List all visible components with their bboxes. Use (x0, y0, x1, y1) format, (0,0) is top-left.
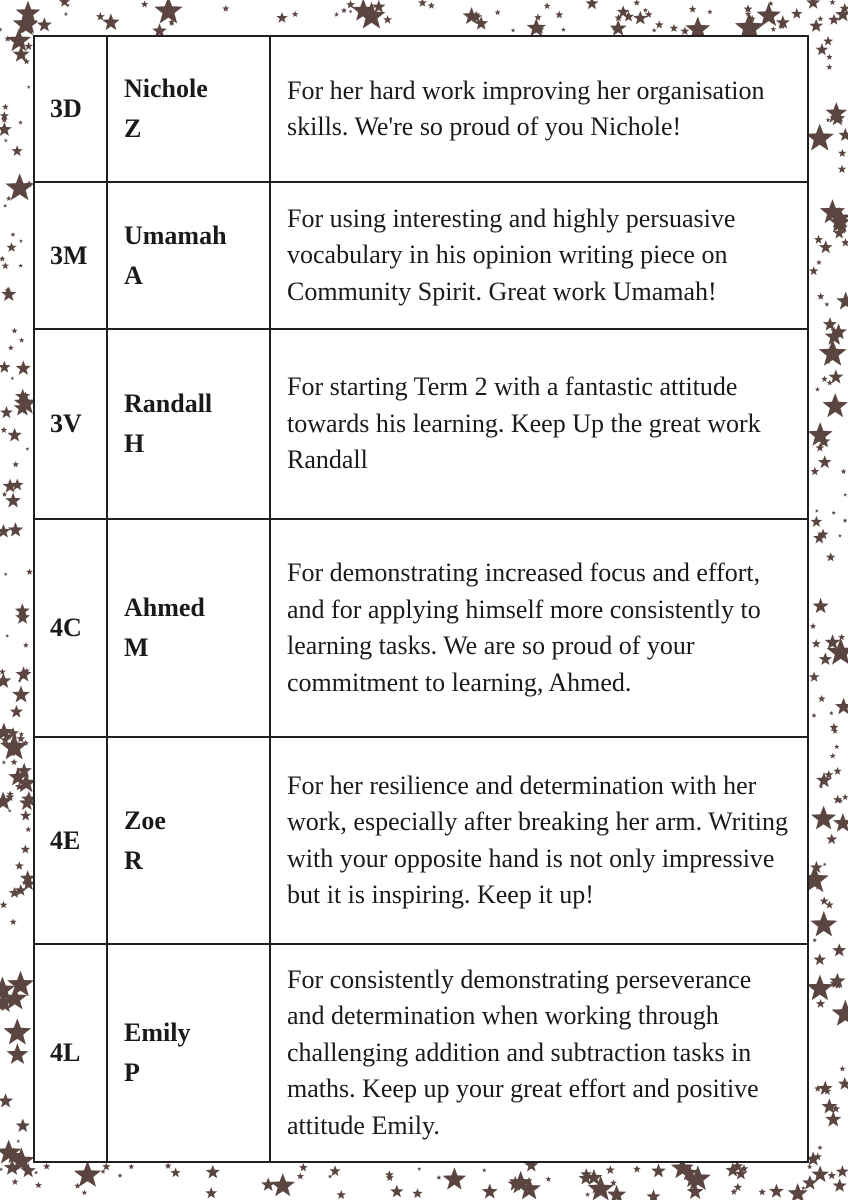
star-icon (836, 1165, 848, 1177)
star-icon (670, 24, 679, 32)
star-icon (4, 572, 8, 576)
star-icon (12, 686, 30, 703)
star-icon (814, 1085, 821, 1092)
star-icon (43, 1163, 50, 1170)
star-icon (0, 524, 11, 538)
star-icon (832, 1000, 848, 1026)
star-icon (96, 12, 105, 21)
star-icon (26, 568, 33, 575)
student-last-initial: M (124, 633, 149, 662)
star-icon (12, 1178, 19, 1185)
star-icon (646, 1189, 660, 1200)
award-reason-cell: For her hard work improving her organisation skills. We're so proud of you Nichole! (270, 36, 808, 182)
star-icon (585, 1192, 590, 1197)
star-icon (10, 376, 14, 380)
class-cell: 4L (34, 944, 107, 1162)
star-icon (141, 0, 149, 7)
star-icon (10, 232, 15, 237)
star-icon (829, 711, 834, 715)
star-icon (832, 511, 836, 515)
award-reason-cell: For using interesting and highly persuasive vocabulary in his opinion writing piece on Community Spirit. Great work Umamah! (270, 182, 808, 329)
class-cell: 3D (34, 36, 107, 182)
star-icon (8, 345, 14, 351)
star-icon (806, 975, 833, 1001)
star-icon (819, 652, 832, 665)
star-icon (18, 120, 23, 125)
star-icon (555, 11, 563, 19)
star-icon (443, 1167, 467, 1189)
star-icon (7, 971, 34, 997)
star-icon (25, 826, 31, 832)
star-icon (341, 7, 347, 13)
star-icon (769, 1184, 784, 1198)
star-icon (816, 43, 829, 55)
star-icon (707, 9, 713, 14)
student-first-name: Zoe (124, 805, 166, 835)
star-icon (10, 919, 17, 926)
star-icon (806, 0, 820, 9)
star-icon (561, 27, 566, 32)
star-icon (811, 516, 823, 527)
star-icon (633, 0, 640, 6)
star-icon (816, 260, 822, 266)
student-first-name: Randall (124, 389, 213, 418)
star-icon (832, 943, 846, 956)
star-icon (102, 13, 120, 30)
star-icon (843, 493, 847, 497)
star-icon (5, 173, 34, 200)
star-icon (652, 28, 657, 33)
star-icon (154, 0, 183, 24)
star-icon (0, 122, 12, 136)
student-name-cell (107, 519, 270, 737)
star-icon (5, 634, 9, 638)
star-icon (813, 598, 829, 613)
star-icon (633, 11, 647, 25)
star-icon (814, 235, 823, 244)
student-name-cell (107, 182, 270, 329)
star-icon (15, 861, 24, 870)
star-icon (10, 705, 23, 718)
star-icon (334, 12, 339, 17)
star-icon (7, 1043, 29, 1064)
star-icon (819, 339, 847, 366)
star-icon (18, 263, 23, 267)
star-icon (16, 1139, 20, 1143)
star-icon (23, 642, 29, 648)
star-icon (20, 810, 31, 821)
star-icon (835, 698, 848, 715)
star-icon (826, 552, 836, 561)
star-icon (2, 262, 10, 269)
star-icon (436, 1175, 441, 1180)
star-icon (0, 668, 6, 674)
star-icon (206, 1165, 220, 1179)
student-last-initial: A (124, 260, 143, 290)
star-icon (812, 639, 821, 648)
star-icon (826, 834, 837, 845)
star-icon (811, 806, 836, 830)
star-icon (299, 1163, 308, 1171)
star-icon (16, 666, 32, 681)
award-row (34, 737, 808, 944)
star-icon (842, 794, 848, 800)
star-icon (838, 534, 842, 538)
star-icon (818, 695, 826, 702)
star-icon (297, 1173, 305, 1180)
star-icon (17, 734, 26, 742)
star-icon (37, 17, 52, 31)
star-icon (2, 760, 7, 764)
award-row (34, 944, 808, 1162)
class-cell: 4E (34, 737, 107, 944)
star-icon (6, 196, 12, 201)
star-icon (0, 1167, 3, 1171)
star-icon (816, 999, 825, 1008)
star-icon (170, 1167, 180, 1177)
student-last-initial: P (124, 1058, 140, 1087)
star-icon (1, 287, 16, 302)
star-icon (841, 238, 848, 246)
star-icon (21, 844, 31, 853)
star-icon (482, 1168, 487, 1172)
star-icon (0, 256, 5, 262)
star-icon (817, 292, 825, 299)
star-icon (390, 1185, 403, 1198)
class-cell: 3M (34, 182, 107, 329)
star-icon (7, 428, 22, 442)
star-icon (823, 317, 837, 331)
star-icon (165, 1162, 172, 1169)
star-icon (412, 1188, 422, 1198)
star-icon (276, 12, 287, 23)
star-icon (833, 767, 841, 775)
star-icon (8, 809, 12, 813)
star-icon (2, 104, 9, 110)
star-icon (527, 18, 546, 36)
student-first-name: Emily (124, 1018, 191, 1047)
star-icon (843, 518, 848, 523)
star-icon (0, 901, 7, 908)
star-icon (841, 469, 847, 475)
star-icon (828, 369, 843, 383)
star-icon (828, 1171, 837, 1179)
star-icon (836, 292, 848, 310)
star-icon (261, 1177, 275, 1191)
star-icon (815, 387, 820, 392)
star-icon (791, 8, 803, 19)
star-icon (222, 5, 229, 12)
star-icon (839, 1066, 845, 1072)
star-icon (118, 1173, 123, 1178)
star-icon (815, 509, 819, 513)
student-first-name: Umamah (124, 220, 227, 250)
star-icon (823, 393, 848, 417)
star-icon (655, 20, 664, 28)
star-icon (418, 0, 427, 7)
star-icon (6, 242, 16, 252)
star-icon (833, 1179, 847, 1192)
star-icon (35, 1182, 42, 1189)
star-icon (819, 784, 823, 788)
star-icon (11, 145, 22, 156)
star-icon (811, 1165, 829, 1182)
star-icon (4, 138, 8, 142)
star-icon (651, 1163, 666, 1177)
star-icon (825, 1111, 841, 1127)
star-icon (788, 1183, 808, 1200)
star-icon (810, 911, 837, 937)
star-icon (838, 1077, 848, 1090)
class-cell: 4C (34, 519, 107, 737)
award-row (34, 36, 808, 182)
student-last-initial: Z (124, 114, 142, 143)
star-icon (82, 1190, 88, 1195)
star-icon (544, 2, 551, 9)
star-icon (838, 149, 846, 157)
star-icon (826, 118, 831, 123)
star-icon (64, 12, 68, 16)
star-icon (633, 1165, 641, 1173)
award-row (34, 329, 808, 519)
student-first-name: Ahmed (124, 593, 205, 622)
star-icon (606, 1165, 615, 1174)
star-icon (0, 673, 11, 688)
star-icon (2, 492, 8, 497)
star-icon (828, 14, 840, 25)
star-icon (838, 165, 847, 173)
star-icon (824, 302, 829, 307)
star-icon (383, 15, 392, 24)
star-icon (19, 337, 25, 342)
star-icon (818, 455, 832, 468)
star-icon (417, 1167, 421, 1171)
star-icon (534, 13, 542, 20)
star-icon (689, 5, 697, 13)
star-icon (806, 124, 834, 151)
star-icon (349, 9, 353, 13)
star-icon (823, 36, 833, 46)
star-icon (838, 128, 848, 141)
star-icon (758, 1188, 766, 1195)
star-icon (16, 1118, 30, 1132)
star-icon (292, 11, 299, 17)
star-icon (1, 427, 8, 433)
star-icon (328, 1174, 333, 1178)
star-icon (0, 27, 3, 32)
star-icon (0, 1093, 13, 1107)
star-icon (810, 623, 817, 629)
class-cell: 3V (34, 329, 107, 519)
star-icon (801, 1186, 806, 1190)
star-icon (809, 266, 818, 275)
star-icon (102, 1162, 111, 1170)
star-icon (733, 1183, 742, 1191)
star-icon (205, 1187, 217, 1198)
star-icon (680, 27, 689, 36)
star-icon (11, 328, 17, 334)
star-icon (4, 1018, 32, 1044)
star-icon (810, 467, 819, 476)
star-icon (812, 938, 817, 943)
award-row (34, 182, 808, 329)
star-icon (826, 64, 832, 70)
star-icon (19, 239, 23, 243)
star-icon (757, 3, 781, 26)
student-first-name: Nichole (124, 74, 208, 103)
star-icon (271, 1173, 296, 1196)
student-name-cell (107, 36, 270, 182)
star-icon (329, 1165, 340, 1176)
star-icon (834, 744, 839, 749)
award-reason-cell: For starting Term 2 with a fantastic attitude towards his learning. Keep Up the great work Randall (270, 329, 808, 519)
star-icon (428, 2, 435, 9)
star-icon (101, 1169, 106, 1174)
star-icon (823, 862, 827, 866)
star-icon (829, 723, 838, 732)
star-icon (826, 54, 832, 60)
student-name-cell (107, 329, 270, 519)
star-icon (482, 1183, 498, 1198)
student-name-cell (107, 944, 270, 1162)
star-icon (833, 813, 848, 832)
star-icon (830, 753, 836, 759)
award-row (34, 519, 808, 737)
star-icon (11, 759, 18, 766)
star-icon (0, 361, 11, 373)
student-name-cell (107, 737, 270, 944)
award-reason-cell: For demonstrating increased focus and effort, and for applying himself more consistently to learning tasks. We are so proud of your commitment to learning, Ahmed. (270, 519, 808, 737)
award-reason-cell: For consistently demonstrating perseverance and determination when working through challenging addition and subtraction tasks in maths. Keep up your great effort and positive attitude Emily. (270, 944, 808, 1162)
star-icon (3, 204, 7, 208)
star-icon (511, 28, 516, 32)
star-icon (610, 20, 627, 36)
star-icon (16, 360, 31, 375)
star-icon (34, 1171, 38, 1175)
student-last-initial: R (124, 845, 143, 875)
star-icon (643, 8, 648, 13)
star-icon (817, 1145, 822, 1150)
award-reason-cell: For her resilience and determination with her work, especially after breaking her arm. Writing with your opposite hand is not only impressive but it is inspiring. Keep it up! (270, 737, 808, 944)
star-icon (829, 0, 835, 5)
star-icon (12, 461, 19, 467)
star-icon (27, 85, 31, 89)
star-icon (771, 26, 777, 32)
star-icon (585, 0, 598, 9)
star-icon (128, 1164, 134, 1170)
star-icon (336, 1190, 346, 1199)
star-icon (811, 713, 816, 718)
star-icon (495, 9, 501, 15)
star-icon (25, 447, 29, 451)
star-icon (833, 795, 843, 804)
star-icon (74, 1161, 101, 1187)
star-icon (5, 493, 21, 508)
star-icon (838, 634, 845, 641)
star-icon (809, 672, 820, 682)
star-icon (545, 1176, 551, 1182)
star-icon (813, 953, 826, 965)
star-icon (817, 16, 823, 22)
awards-table (33, 35, 809, 1163)
star-icon (808, 422, 833, 446)
star-icon (821, 376, 828, 382)
star-icon (0, 406, 13, 418)
student-last-initial: H (124, 429, 145, 458)
